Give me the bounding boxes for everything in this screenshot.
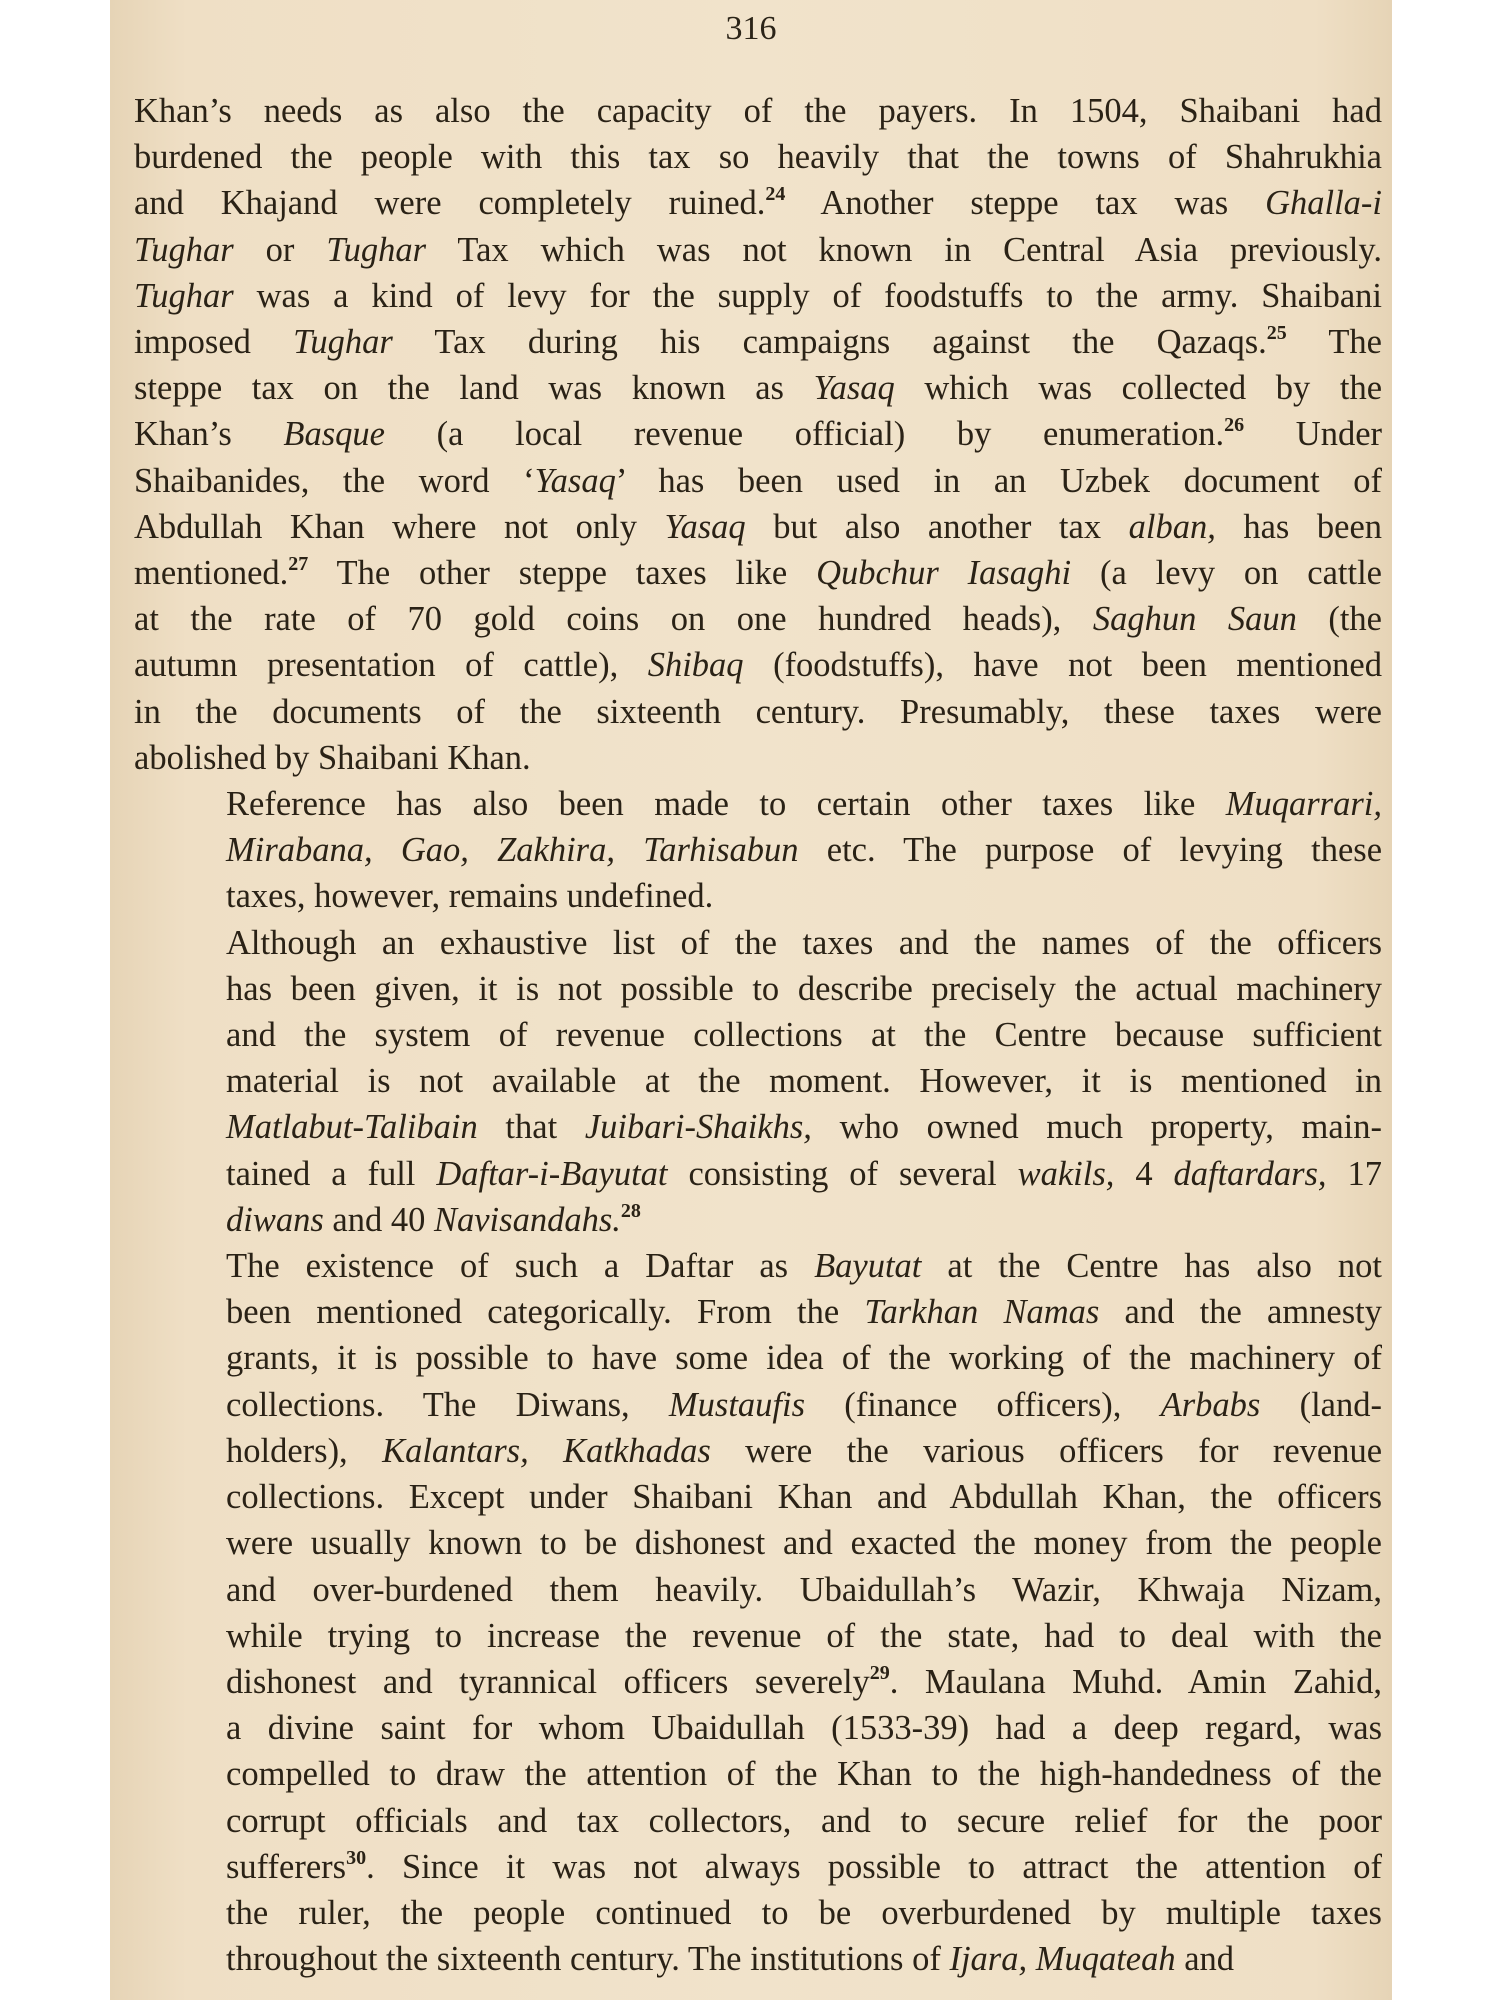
text-line: grants, it is possible to have some idea of the working of the machinery of xyxy=(226,1339,1382,1378)
paragraph xyxy=(134,920,1382,1243)
text-line: holders), Kalantars, Katkhadas were the various officers for revenue xyxy=(226,1431,1383,1470)
paragraph xyxy=(134,781,1382,920)
text-line: abolished by Shaibani Khan. xyxy=(134,738,531,777)
text-line: burdened the people with this tax so heavily that the towns of Shahrukhia xyxy=(134,138,1382,177)
text-line: and the system of revenue collections at the Centre because sufficient xyxy=(226,1016,1382,1055)
text-line: and over-burdened them heavily. Ubaidullah’s Wazir, Khwaja Nizam, xyxy=(226,1570,1382,1609)
text-line: Reference has also been made to certain other taxes like Muqarrari, xyxy=(226,785,1382,824)
text-line: material is not available at the moment. However, it is mentioned in xyxy=(226,1062,1382,1101)
text-line: collections. Except under Shaibani Khan and Abdullah Khan, the officers xyxy=(226,1478,1382,1517)
paragraph xyxy=(134,1243,1382,1982)
text-line: Although an exhaustive list of the taxes and the names of the officers xyxy=(226,923,1382,962)
text-line: Matlabut-Talibain that Juibari-Shaikhs, who owned much property, main- xyxy=(226,1108,1383,1147)
text-line: Tughar was a kind of levy for the supply of foodstuffs to the army. Shaibani xyxy=(134,276,1382,315)
text-line: taxes, however, remains undefined. xyxy=(226,877,714,916)
text-line: collections. The Diwans, Mustaufis (finance officers), Arbabs (land- xyxy=(226,1385,1382,1424)
text-line: compelled to draw the attention of the Khan to the high-handedness of the xyxy=(226,1755,1382,1794)
text-line: Shaibanides, the word ‘Yasaq’ has been used in an Uzbek document of xyxy=(134,461,1382,500)
body-text xyxy=(134,88,1382,1982)
page-number: 316 xyxy=(725,10,777,47)
text-line: steppe tax on the land was known as Yasaq which was collected by the xyxy=(134,369,1383,408)
text-line: been mentioned categorically. From the Tarkhan Namas and the amnesty xyxy=(226,1293,1382,1332)
text-line: autumn presentation of cattle), Shibaq (foodstuffs), have not been mentioned xyxy=(134,646,1382,685)
text-line: the ruler, the people continued to be overburdened by multiple taxes xyxy=(226,1893,1382,1932)
text-line: and Khajand were completely ruined.$^{24}$ Another steppe tax was Ghalla-i xyxy=(134,183,1382,223)
text-line: Tughar or Tughar Tax which was not known in Central Asia previously. xyxy=(134,230,1382,269)
text-line: Mirabana, Gao, Zakhira, Tarhisabun etc. The purpose of levying these xyxy=(226,831,1383,870)
text-line: diwans and 40 Navisandahs.$^{28}$ xyxy=(226,1199,641,1239)
text-line: dishonest and tyrannical officers severely$^{29}$. Maulana Muhd. Amin Zahid, xyxy=(226,1661,1382,1701)
text-line: imposed Tughar Tax during his campaigns against the Qazaqs.$^{25}$ The xyxy=(134,322,1382,362)
text-line: mentioned.$^{27}$ The other steppe taxes like Qubchur Iasaghi (a levy on cattle xyxy=(134,553,1382,593)
text-line: a divine saint for whom Ubaidullah (1533-39) had a deep regard, was xyxy=(226,1709,1382,1748)
text-line: while trying to increase the revenue of the state, had to deal with the xyxy=(226,1616,1382,1655)
text-line: The existence of such a Daftar as Bayutat at the Centre has also not xyxy=(226,1247,1383,1286)
text-line: tained a full Daftar-i-Bayutat consisting of several wakils, 4 daftardars, 17 xyxy=(226,1154,1382,1193)
scanned-book-page xyxy=(110,0,1392,2000)
text-line: in the documents of the sixteenth century. Presumably, these taxes were xyxy=(134,692,1382,731)
text-line: Khan’s Basque (a local revenue official) by enumeration.$^{26}$ Under xyxy=(134,414,1382,454)
text-line: sufferers$^{30}$. Since it was not always possible to attract the attention of xyxy=(226,1846,1382,1886)
paragraph xyxy=(134,88,1382,781)
text-line: Khan’s needs as also the capacity of the payers. In 1504, Shaibani had xyxy=(134,92,1382,130)
text-line: were usually known to be dishonest and exacted the money from the people xyxy=(226,1524,1382,1563)
text-line: at the rate of 70 gold coins on one hundred heads), Saghun Saun (the xyxy=(134,600,1382,639)
text-line: has been given, it is not possible to describe precisely the actual machinery xyxy=(226,969,1382,1008)
text-line: Abdullah Khan where not only Yasaq but also another tax alban, has been xyxy=(134,507,1383,546)
text-line: corrupt officials and tax collectors, and to secure relief for the poor xyxy=(226,1801,1382,1840)
text-line: throughout the sixteenth century. The institutions of Ijara, Muqateah and xyxy=(226,1940,1235,1979)
